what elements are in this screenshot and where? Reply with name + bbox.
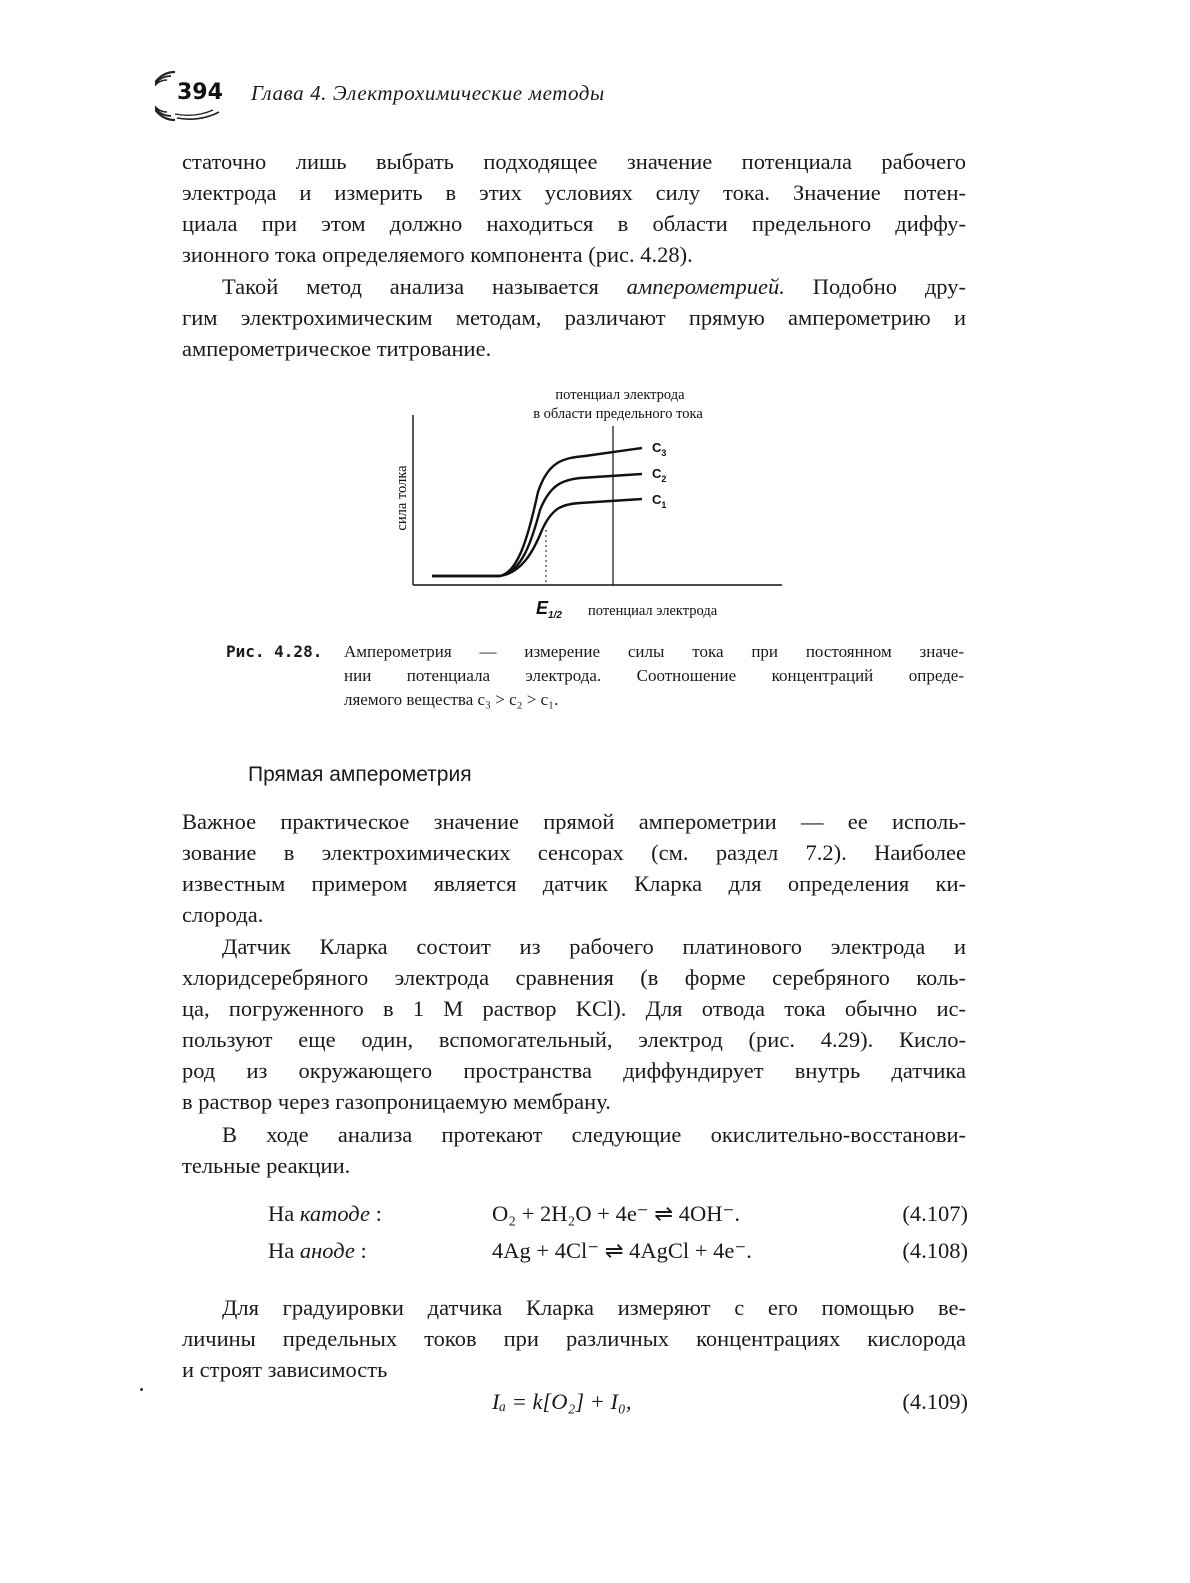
equation-number: (4.107) [902, 1201, 968, 1226]
text-line: тельные реакции. [182, 1153, 351, 1178]
figure-4-28 [380, 380, 800, 625]
caption-line: ляемого вещества c₃ > c₂ > c₁. [344, 690, 559, 709]
text-line: циала при этом должно находиться в области предельного диффу- [182, 211, 966, 236]
text-line: хлоридсеребряного электрода сравнения (в форме серебряного коль- [182, 965, 966, 990]
page-number: 394 [177, 80, 223, 105]
curve-label-c1: $C_1$ [652, 492, 667, 510]
amperometry-chart [380, 380, 800, 625]
text-line: в раствор через газопроницаемую мембрану. [182, 1089, 611, 1114]
curve-label-c2: $C_2$ [652, 466, 667, 484]
text-fragment: Такой метод анализа называется [222, 274, 627, 299]
equation-4-107 [268, 1201, 968, 1233]
emphasis-term: амперометрией. [626, 274, 785, 299]
text-fragment: Подобно дру- [784, 274, 966, 299]
text-line: пользуют еще один, вспомогательный, электрод (рис. 4.29). Кисло- [182, 1027, 966, 1052]
paragraph-2 [182, 271, 966, 364]
equation-label: На катоде : [268, 1201, 382, 1226]
text-line: статочно лишь выбрать подходящее значение потенциала рабочего [182, 149, 966, 174]
equation-4-108 [268, 1238, 968, 1270]
equation-body: O₂ + 2H₂O + 4e⁻ ⇌ 4OH⁻. [492, 1201, 741, 1226]
text-line: амперометрическое титрование. [182, 336, 492, 361]
text-line: и строят зависимость [182, 1357, 388, 1382]
text-line: зование в электрохимических сенсорах (см. раздел 7.2). Наиболее [182, 840, 966, 865]
equation-number: (4.108) [902, 1238, 968, 1263]
running-head: Глава 4. Электрохимические методы [251, 81, 605, 105]
text-line: личины предельных токов при различных концентрациях кислорода [182, 1326, 966, 1351]
text-line: Важное практическое значение прямой амперометрии — ее исполь- [182, 809, 966, 834]
figure-top-label-1: потенциал электрода [555, 387, 685, 403]
text-line: электрода и измерить в этих условиях силу тока. Значение потен- [182, 180, 966, 205]
paragraph-1 [182, 146, 966, 270]
equation-number: (4.109) [902, 1389, 968, 1414]
equation-body: 4Ag + 4Cl⁻ ⇌ 4AgCl + 4e⁻. [492, 1238, 752, 1263]
scan-speck [140, 1388, 143, 1391]
text-line: род из окружающего пространства диффундирует внутрь датчика [182, 1058, 966, 1083]
page-header [155, 68, 855, 124]
text-line: ца, погруженного в 1 М раствор KCl). Для отвода тока обычно ис- [182, 996, 966, 1021]
paragraph-4 [182, 931, 966, 1117]
caption-line: Амперометрия — измерение силы тока при постоянном значе- [344, 642, 964, 661]
equation-body: Iₐ = k[O₂] + I₀, [492, 1389, 632, 1414]
text-line: Датчик Кларка состоит из рабочего платинового электрода и [222, 934, 966, 959]
text-line: слорода. [182, 902, 264, 927]
paragraph-3 [182, 806, 966, 930]
caption-body [344, 640, 964, 712]
caption-label: Рис. 4.28. [226, 642, 323, 661]
y-axis-label: сила толка [394, 465, 410, 531]
equation-4-109 [268, 1389, 968, 1421]
paragraph-5 [182, 1119, 966, 1181]
e-half-label: $E_{1/2}$ [536, 598, 562, 621]
text-line: известным примером является датчик Кларка для определения ки- [182, 871, 966, 896]
x-axis-label: потенциал электрода [588, 603, 718, 619]
equation-label: На аноде : [268, 1238, 367, 1263]
text-line: В ходе анализа протекают следующие окислительно-восстанови- [222, 1122, 966, 1147]
curve-c1 [432, 499, 642, 576]
section-heading: Прямая амперометрия [248, 763, 472, 786]
curve-label-c3: $C_3$ [652, 440, 667, 458]
text-line: Для градуировки датчика Кларка измеряют с его помощью ве- [222, 1295, 966, 1320]
paragraph-6 [182, 1292, 966, 1385]
text-line: гим электрохимическим методам, различают прямую амперометрию и [182, 305, 966, 330]
text-line [182, 271, 966, 302]
figure-top-label-2: в области предельного тока [533, 406, 703, 422]
caption-line: нии потенциала электрода. Соотношение концентраций опреде- [344, 666, 964, 685]
curve-c2 [432, 474, 642, 576]
curve-c3 [432, 448, 642, 576]
text-line: зионного тока определяемого компонента (рис. 4.28). [182, 242, 693, 267]
